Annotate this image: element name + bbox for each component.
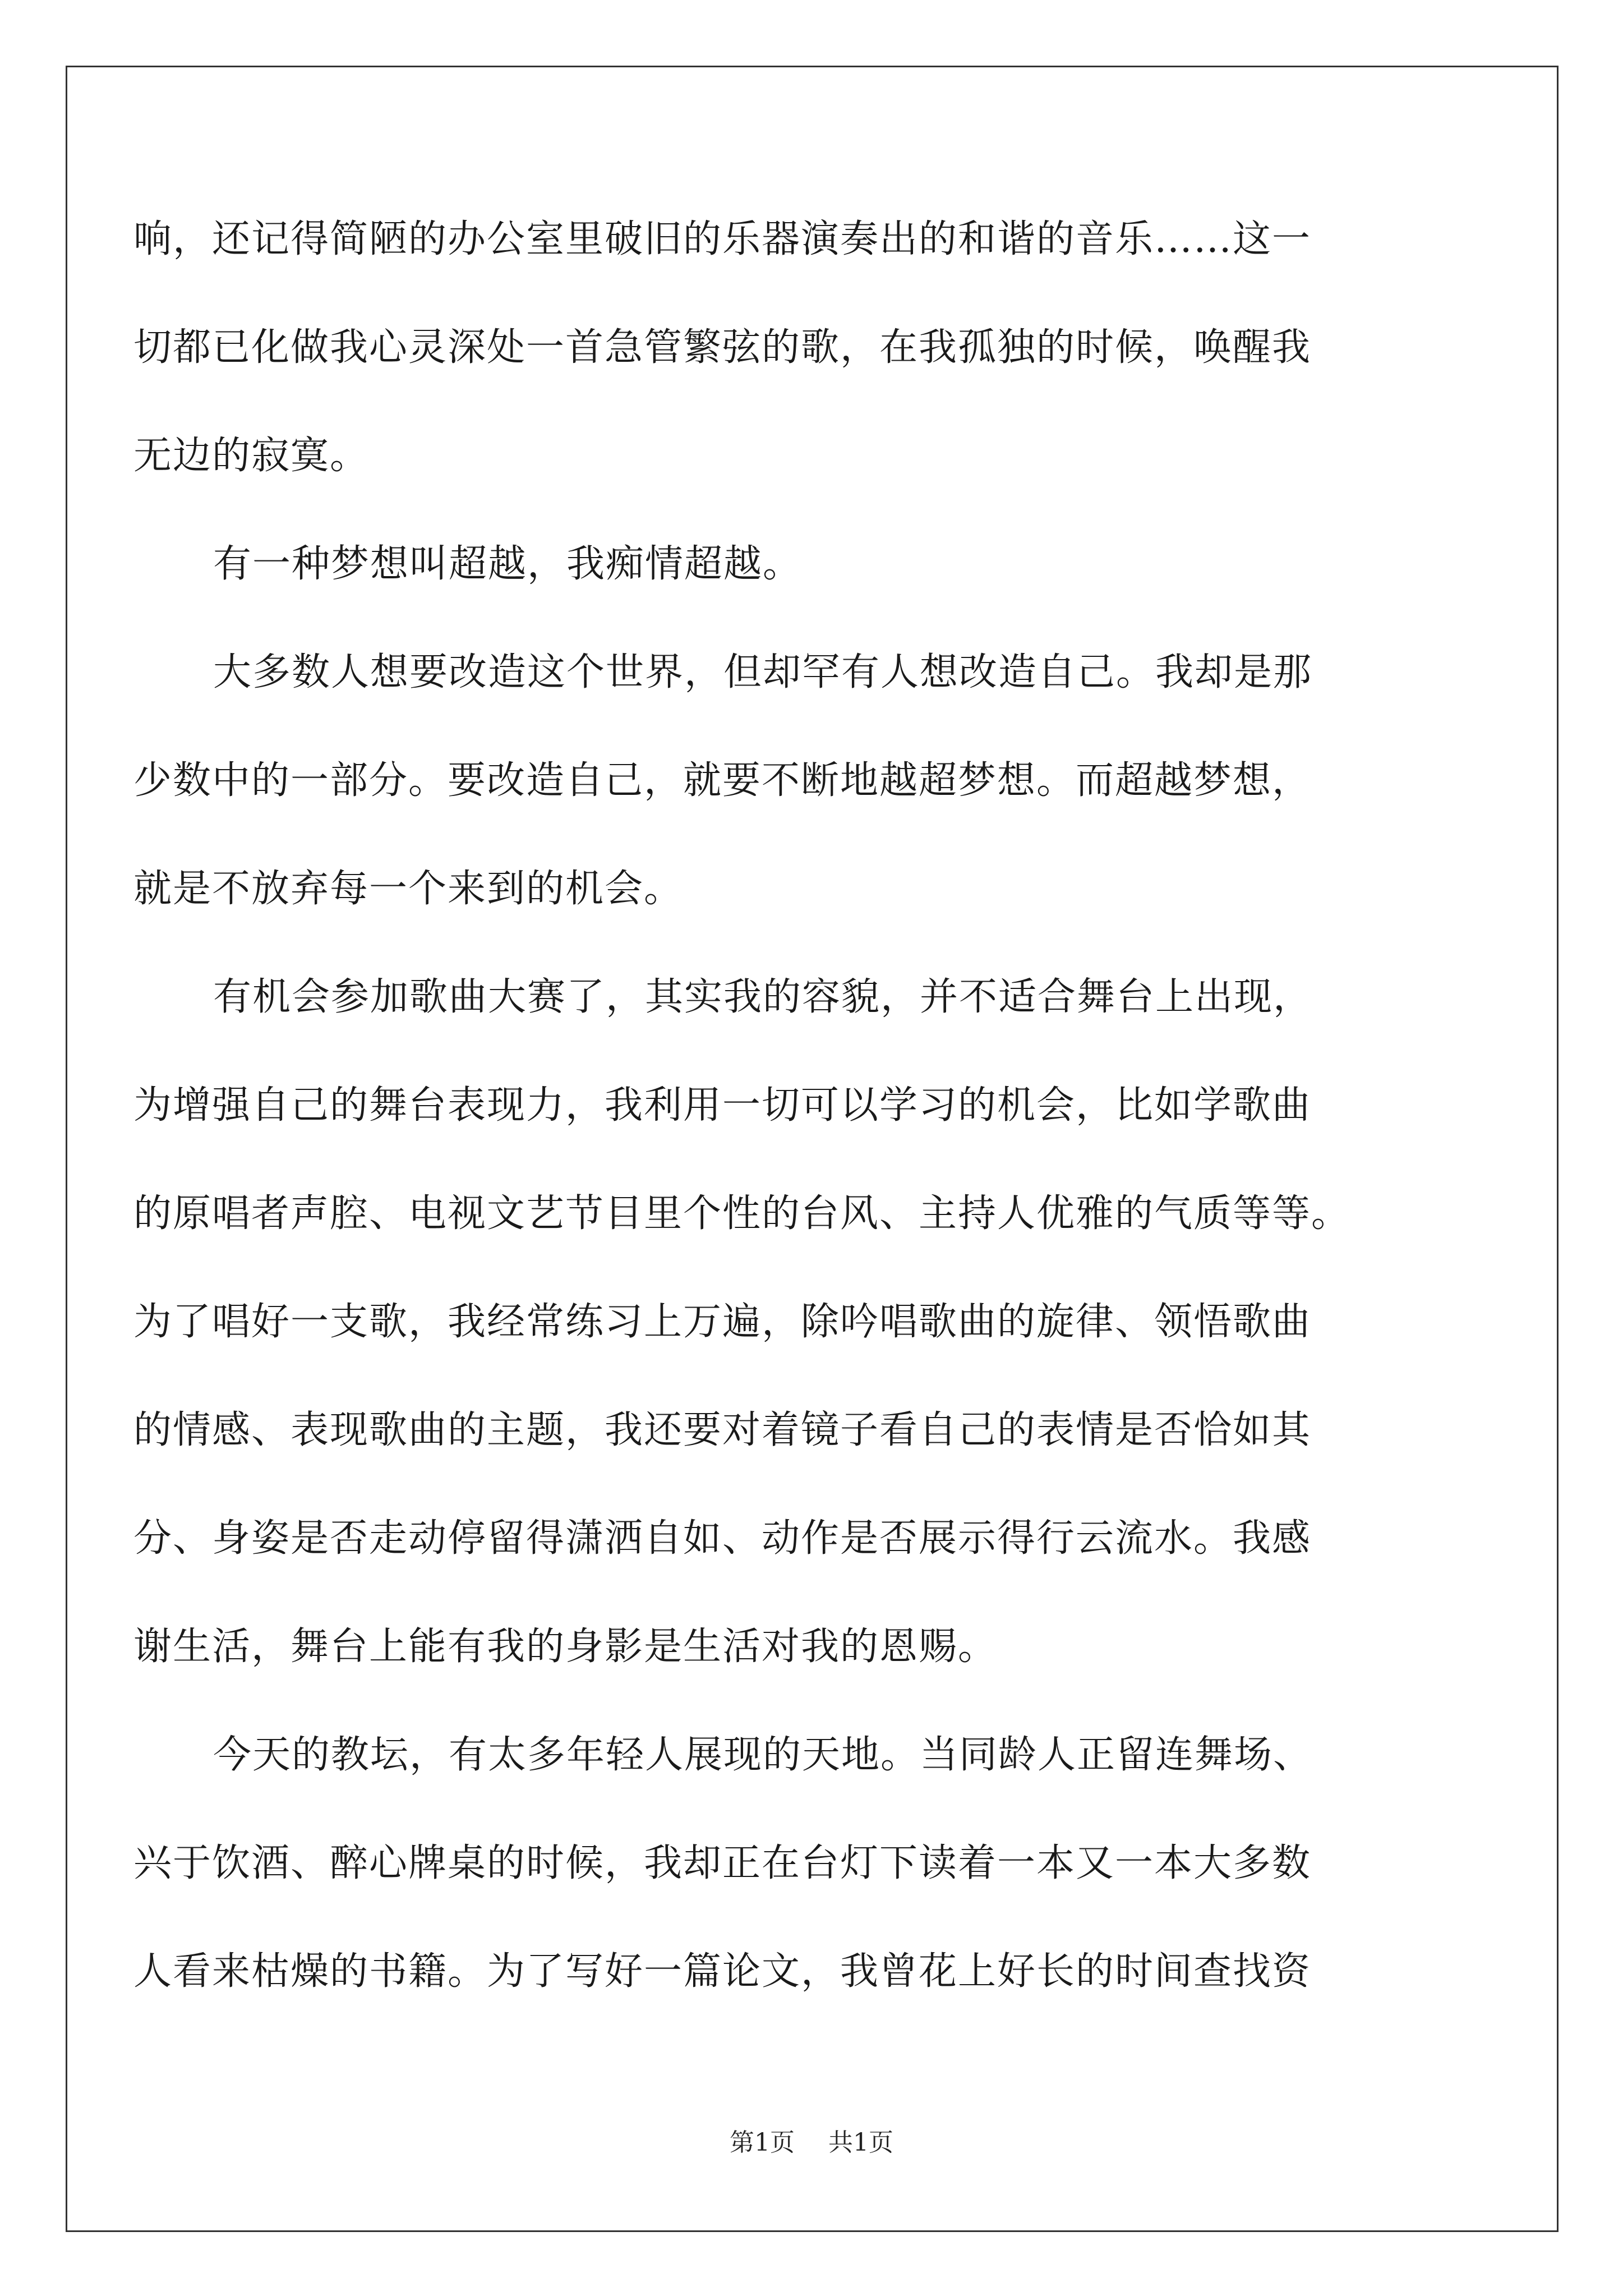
text-line: 无边的寂寞。 [133,434,370,478]
text-line: 为了唱好一支歌，我经常练习上万遍，除吟唱歌曲的旋律、领悟歌曲 [133,1300,1312,1344]
page-number: 第1页 [730,2128,795,2157]
text-line: 为增强自己的舞台表现力，我利用一切可以学习的机会，比如学歌曲 [133,1083,1312,1128]
text-line: 的原唱者声腔、电视文艺节目里个性的台风、主持人优雅的气质等等。 [133,1191,1351,1236]
text-line: 的情感、表现歌曲的主题，我还要对着镜子看自己的表情是否恰如其 [133,1408,1312,1452]
text-line: 有一种梦想叫超越，我痴情超越。 [213,542,803,586]
text-line: 就是不放弃每一个来到的机会。 [133,867,684,911]
text-line: 人看来枯燥的书籍。为了写好一篇论文，我曾花上好长的时间查找资 [133,1949,1312,1994]
text-line: 有机会参加歌曲大赛了，其实我的容貌，并不适合舞台上出现， [213,975,1313,1019]
document-body [133,185,1496,2026]
text-line: 响，还记得简陋的办公室里破旧的乐器演奏出的和谐的音乐……这一 [133,217,1312,261]
text-line: 兴于饮酒、醉心牌桌的时候，我却正在台灯下读着一本又一本大多数 [133,1841,1312,1885]
page-total: 共1页 [828,2128,893,2157]
text-line: 分、身姿是否走动停留得潇洒自如、动作是否展示得行云流水。我感 [133,1516,1312,1561]
text-line: 大多数人想要改造这个世界，但却罕有人想改造自己。我却是那 [213,650,1313,694]
page-footer [0,2126,1623,2160]
text-line: 今天的教坛，有太多年轻人展现的天地。当同龄人正留连舞场、 [213,1733,1313,1777]
text-line: 切都已化做我心灵深处一首急管繁弦的歌，在我孤独的时候，唤醒我 [133,325,1312,370]
text-line: 谢生活，舞台上能有我的身影是生活对我的恩赐。 [133,1625,998,1669]
text-line: 少数中的一部分。要改造自己，就要不断地越超梦想。而超越梦想， [133,758,1312,803]
